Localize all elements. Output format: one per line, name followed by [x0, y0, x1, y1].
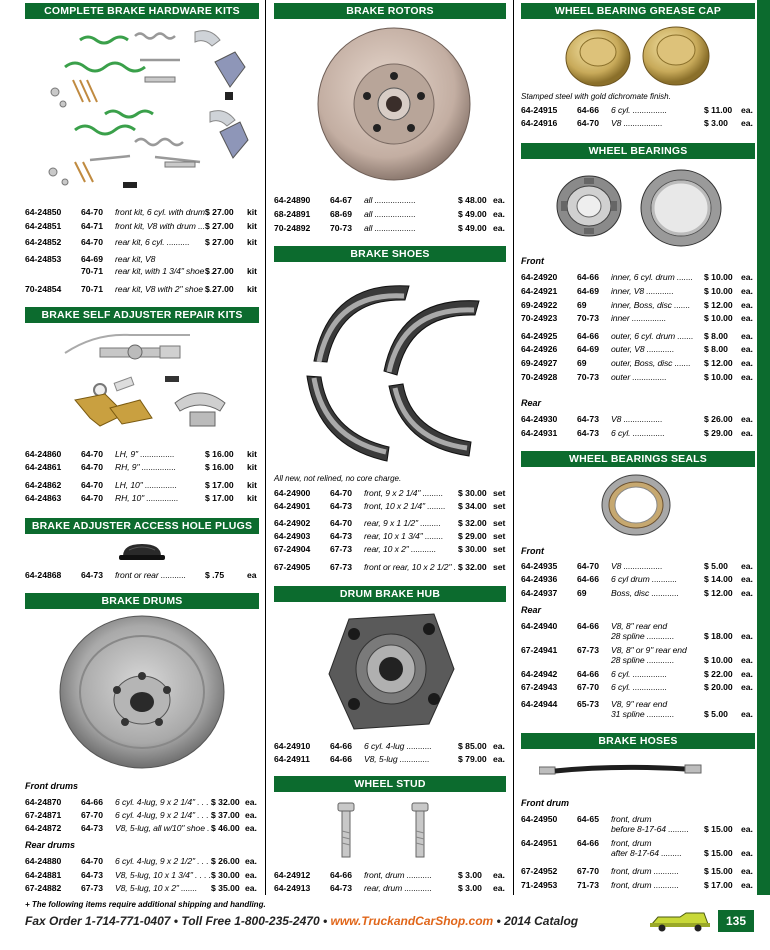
section-header-bearings: WHEEL BEARINGS: [521, 143, 755, 159]
brake-drum-image: [57, 612, 227, 777]
self-adjuster-kit-image: [55, 328, 245, 443]
website-link[interactable]: www.TruckandCarShop.com: [330, 914, 494, 928]
shipping-note: + The following items require additional shipping and handling.: [25, 900, 266, 909]
section-header-rotors: BRAKE ROTORS: [274, 3, 506, 19]
drum-brake-hub-image: [324, 604, 459, 739]
page-edge-tab: [757, 0, 770, 895]
grease-cap-image: [563, 22, 713, 93]
subheading-bearings-front: Front: [521, 256, 544, 266]
brake-rotor-image: [314, 24, 474, 189]
section-header-hoses: BRAKE HOSES: [521, 733, 755, 749]
footer-separator: •: [170, 914, 182, 928]
bearing-seal-image: [599, 472, 673, 543]
section-header-grease-cap: WHEEL BEARING GREASE CAP: [521, 3, 755, 19]
truck-logo-icon: [648, 910, 712, 937]
footer-separator: •: [493, 914, 505, 928]
catalog-year: 2014 Catalog: [504, 914, 579, 928]
section-header-drums: BRAKE DRUMS: [25, 593, 259, 609]
wheel-stud-image: [332, 797, 452, 868]
grease-cap-note: Stamped steel with gold dichromate finish.: [521, 92, 671, 101]
subheading-seals-rear: Rear: [521, 605, 542, 615]
hardware-kit-image: [35, 22, 255, 205]
section-header-seals: WHEEL BEARINGS SEALS: [521, 451, 755, 467]
wheel-bearings-image: [551, 166, 726, 255]
subheading-seals-front: Front: [521, 546, 544, 556]
fax-number: Fax Order 1-714-771-0407: [25, 914, 171, 928]
footer-contact: [25, 914, 578, 928]
subheading-rear-drums: Rear drums: [25, 840, 76, 850]
column-divider: [265, 0, 266, 895]
access-plug-image: [117, 540, 167, 569]
subheading-bearings-rear: Rear: [521, 398, 542, 408]
subheading-front-drums: Front drums: [25, 781, 78, 791]
brake-hose-image: [539, 758, 704, 787]
section-header-hardware-kits: COMPLETE BRAKE HARDWARE KITS: [25, 3, 259, 19]
shoes-note: All new, not relined, no core charge.: [274, 474, 402, 483]
subheading-hoses-front: Front drum: [521, 798, 569, 808]
section-header-self-adjuster: BRAKE SELF ADJUSTER REPAIR KITS: [25, 307, 259, 323]
section-header-access-plugs: BRAKE ADJUSTER ACCESS HOLE PLUGS: [25, 518, 259, 534]
brake-shoes-image: [289, 266, 499, 471]
page-number: 135: [718, 910, 754, 932]
toll-free-number: Toll Free 1-800-235-2470: [181, 914, 320, 928]
footer-separator: •: [319, 914, 331, 928]
section-header-stud: WHEEL STUD: [274, 776, 506, 792]
section-header-hub: DRUM BRAKE HUB: [274, 586, 506, 602]
column-divider: [513, 0, 514, 895]
section-header-shoes: BRAKE SHOES: [274, 246, 506, 262]
